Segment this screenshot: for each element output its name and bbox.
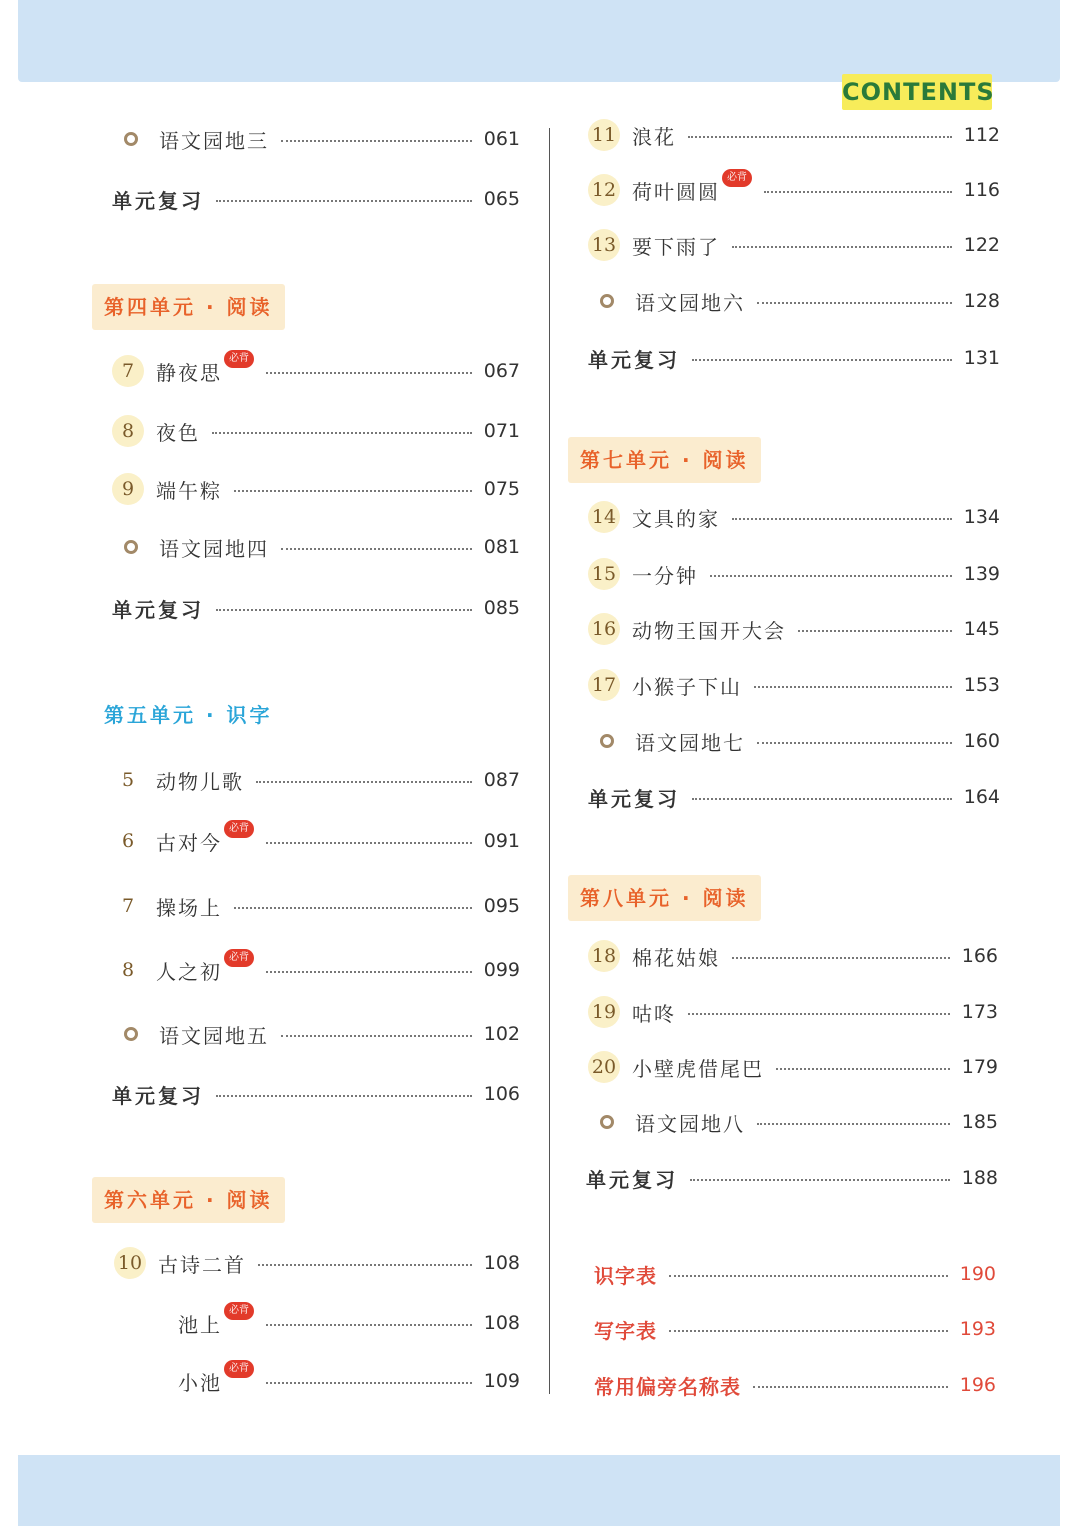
entry-page: 193 — [959, 1318, 996, 1340]
entry-title: 人之初 — [156, 959, 222, 984]
appendix-title: 常用偏旁名称表 — [594, 1374, 741, 1399]
entry-title: 动物王国开大会 — [632, 618, 786, 643]
lesson-number: 5 — [121, 769, 135, 791]
entry-page: 128 — [963, 290, 1000, 312]
entry-page: 099 — [483, 959, 520, 981]
toc-entry[interactable] — [588, 118, 1000, 152]
dot-leader — [234, 490, 472, 492]
lesson-number: 9 — [112, 473, 144, 505]
entry-page: 061 — [483, 128, 520, 150]
toc-entry[interactable] — [112, 414, 520, 448]
unit-heading: 第七单元 · 阅读 — [568, 437, 761, 483]
toc-entry[interactable] — [112, 472, 520, 506]
entry-page: 131 — [963, 347, 1000, 369]
top-band — [18, 0, 1060, 82]
dot-leader — [258, 1264, 472, 1266]
entry-title: 操场上 — [156, 895, 222, 920]
entry-page: 185 — [961, 1111, 998, 1133]
entry-title: 语文园地六 — [635, 290, 745, 315]
lesson-number: 10 — [114, 1247, 146, 1279]
ring-icon — [600, 294, 614, 308]
dot-leader — [757, 1123, 950, 1125]
review-title: 单元复习 — [112, 188, 204, 213]
must-recite-badge: 必背 — [224, 820, 254, 838]
toc-entry[interactable] — [588, 668, 1000, 702]
entry-title: 小池 — [178, 1370, 222, 1395]
entry-title: 语文园地五 — [159, 1023, 269, 1048]
toc-entry[interactable] — [588, 228, 1000, 262]
lesson-number: 12 — [588, 174, 620, 206]
bottom-band — [18, 1455, 1060, 1526]
toc-entry[interactable] — [588, 557, 1000, 591]
unit-review-entry[interactable] — [588, 780, 1000, 814]
entry-title: 语文园地四 — [159, 536, 269, 561]
toc-subentry[interactable] — [166, 1364, 520, 1398]
entry-title: 棉花姑娘 — [632, 945, 720, 970]
entry-title: 浪花 — [632, 124, 676, 149]
entry-page: 164 — [963, 786, 1000, 808]
entry-title: 夜色 — [156, 420, 200, 445]
entry-title: 小壁虎借尾巴 — [632, 1056, 764, 1081]
lesson-number: 7 — [121, 895, 135, 917]
review-title: 单元复习 — [112, 1083, 204, 1108]
lesson-number: 7 — [112, 355, 144, 387]
entry-title: 静夜思 — [156, 360, 222, 385]
dot-leader — [669, 1330, 948, 1332]
toc-entry[interactable] — [115, 530, 520, 564]
unit-review-entry[interactable] — [112, 182, 520, 216]
dot-leader — [216, 200, 472, 202]
toc-entry[interactable] — [591, 284, 1000, 318]
dot-leader — [266, 842, 472, 844]
entry-page: 065 — [483, 188, 520, 210]
dot-leader — [764, 191, 952, 193]
lesson-number: 18 — [588, 940, 620, 972]
dot-leader — [710, 575, 952, 577]
toc-entry[interactable] — [114, 1246, 520, 1280]
entry-page: 085 — [483, 597, 520, 619]
dot-leader — [732, 518, 952, 520]
toc-entry[interactable] — [588, 173, 1000, 207]
entry-page: 102 — [483, 1023, 520, 1045]
dot-leader — [266, 372, 472, 374]
lesson-number: 14 — [588, 501, 620, 533]
lesson-number: 19 — [588, 996, 620, 1028]
lesson-number: 6 — [121, 830, 135, 852]
ring-icon — [124, 540, 138, 554]
entry-page: 116 — [963, 179, 1000, 201]
dot-leader — [266, 1324, 472, 1326]
review-title: 单元复习 — [588, 347, 680, 372]
appendix-entry[interactable] — [594, 1368, 996, 1402]
entry-title: 文具的家 — [632, 506, 720, 531]
unit-review-entry[interactable] — [112, 1077, 520, 1111]
appendix-title: 识字表 — [594, 1263, 657, 1288]
entry-page: 134 — [963, 506, 1000, 528]
entry-page: 075 — [483, 478, 520, 500]
dot-leader — [798, 630, 952, 632]
review-title: 单元复习 — [588, 786, 680, 811]
dot-leader — [669, 1275, 948, 1277]
lesson-number: 17 — [588, 669, 620, 701]
toc-entry[interactable] — [591, 1105, 998, 1139]
entry-page: 095 — [483, 895, 520, 917]
lesson-number: 11 — [588, 119, 620, 151]
entry-page: 160 — [963, 730, 1000, 752]
review-title: 单元复习 — [586, 1167, 678, 1192]
toc-entry[interactable] — [588, 939, 998, 973]
toc-entry[interactable] — [112, 889, 520, 923]
must-recite-badge: 必背 — [224, 1360, 254, 1378]
toc-entry[interactable] — [591, 724, 1000, 758]
entry-title: 端午粽 — [156, 478, 222, 503]
dot-leader — [216, 609, 472, 611]
entry-title: 小猴子下山 — [632, 674, 742, 699]
ring-icon — [600, 1115, 614, 1129]
lesson-number: 8 — [112, 415, 144, 447]
entry-page: 122 — [963, 234, 1000, 256]
dot-leader — [216, 1095, 472, 1097]
ring-icon — [124, 132, 138, 146]
appendix-entry[interactable] — [594, 1312, 996, 1346]
entry-title: 古对今 — [156, 830, 222, 855]
entry-page: 091 — [483, 830, 520, 852]
dot-leader — [256, 781, 472, 783]
dot-leader — [266, 1382, 472, 1384]
dot-leader — [688, 1013, 950, 1015]
dot-leader — [281, 1035, 472, 1037]
dot-leader — [281, 140, 472, 142]
lesson-number: 15 — [588, 558, 620, 590]
dot-leader — [212, 432, 472, 434]
appendix-title: 写字表 — [594, 1318, 657, 1343]
ring-icon — [124, 1027, 138, 1041]
entry-title: 要下雨了 — [632, 234, 720, 259]
column-divider — [549, 128, 550, 1394]
contents-label: CONTENTS — [842, 74, 992, 110]
appendix-entry[interactable] — [594, 1257, 996, 1291]
must-recite-badge: 必背 — [224, 350, 254, 368]
toc-entry[interactable] — [588, 612, 1000, 646]
entry-title: 语文园地八 — [635, 1111, 745, 1136]
unit-heading: 第四单元 · 阅读 — [92, 284, 285, 330]
entry-page: 108 — [483, 1252, 520, 1274]
entry-page: 166 — [961, 945, 998, 967]
toc-entry[interactable] — [588, 1050, 998, 1084]
entry-page: 196 — [959, 1374, 996, 1396]
entry-page: 173 — [961, 1001, 998, 1023]
entry-page: 188 — [961, 1167, 998, 1189]
entry-page: 109 — [483, 1370, 520, 1392]
entry-page: 153 — [963, 674, 1000, 696]
entry-page: 081 — [483, 536, 520, 558]
toc-entry[interactable] — [112, 953, 520, 987]
entry-title: 动物儿歌 — [156, 769, 244, 794]
dot-leader — [754, 686, 952, 688]
dot-leader — [692, 359, 952, 361]
toc-subentry[interactable] — [166, 1306, 520, 1340]
dot-leader — [692, 798, 952, 800]
dot-leader — [688, 136, 952, 138]
dot-leader — [690, 1179, 950, 1181]
dot-leader — [753, 1386, 948, 1388]
entry-page: 179 — [961, 1056, 998, 1078]
toc-entry[interactable] — [112, 763, 520, 797]
entry-title: 古诗二首 — [158, 1252, 246, 1277]
toc-entry[interactable] — [112, 824, 520, 858]
lesson-number: 16 — [588, 613, 620, 645]
dot-leader — [234, 907, 472, 909]
ring-icon — [600, 734, 614, 748]
toc-entry[interactable] — [115, 122, 520, 156]
entry-page: 108 — [483, 1312, 520, 1334]
toc-entry[interactable] — [112, 354, 520, 388]
lesson-number: 8 — [121, 959, 135, 981]
lesson-number: 13 — [588, 229, 620, 261]
unit-review-entry[interactable] — [586, 1161, 998, 1195]
entry-page: 190 — [959, 1263, 996, 1285]
toc-entry[interactable] — [115, 1017, 520, 1051]
unit-heading: 第六单元 · 阅读 — [92, 1177, 285, 1223]
entry-title: 咕咚 — [632, 1001, 676, 1026]
dot-leader — [776, 1068, 950, 1070]
entry-title: 池上 — [178, 1312, 222, 1337]
unit-review-entry[interactable] — [112, 591, 520, 625]
entry-title: 语文园地三 — [159, 128, 269, 153]
entry-title: 语文园地七 — [635, 730, 745, 755]
dot-leader — [266, 971, 472, 973]
dot-leader — [732, 957, 950, 959]
entry-page: 071 — [483, 420, 520, 442]
toc-entry[interactable] — [588, 500, 1000, 534]
entry-page: 145 — [963, 618, 1000, 640]
dot-leader — [281, 548, 472, 550]
entry-page: 106 — [483, 1083, 520, 1105]
entry-title: 一分钟 — [632, 563, 698, 588]
must-recite-badge: 必背 — [224, 1302, 254, 1320]
unit-heading: 第五单元 · 识字 — [104, 703, 273, 727]
toc-entry[interactable] — [588, 995, 998, 1029]
entry-title: 荷叶圆圆 — [632, 179, 720, 204]
entry-page: 087 — [483, 769, 520, 791]
entry-page: 112 — [963, 124, 1000, 146]
dot-leader — [732, 246, 952, 248]
entry-page: 067 — [483, 360, 520, 382]
dot-leader — [757, 302, 952, 304]
unit-heading: 第八单元 · 阅读 — [568, 875, 761, 921]
unit-review-entry[interactable] — [588, 341, 1000, 375]
must-recite-badge: 必背 — [722, 169, 752, 187]
entry-page: 139 — [963, 563, 1000, 585]
review-title: 单元复习 — [112, 597, 204, 622]
must-recite-badge: 必背 — [224, 949, 254, 967]
lesson-number: 20 — [588, 1051, 620, 1083]
dot-leader — [757, 742, 952, 744]
